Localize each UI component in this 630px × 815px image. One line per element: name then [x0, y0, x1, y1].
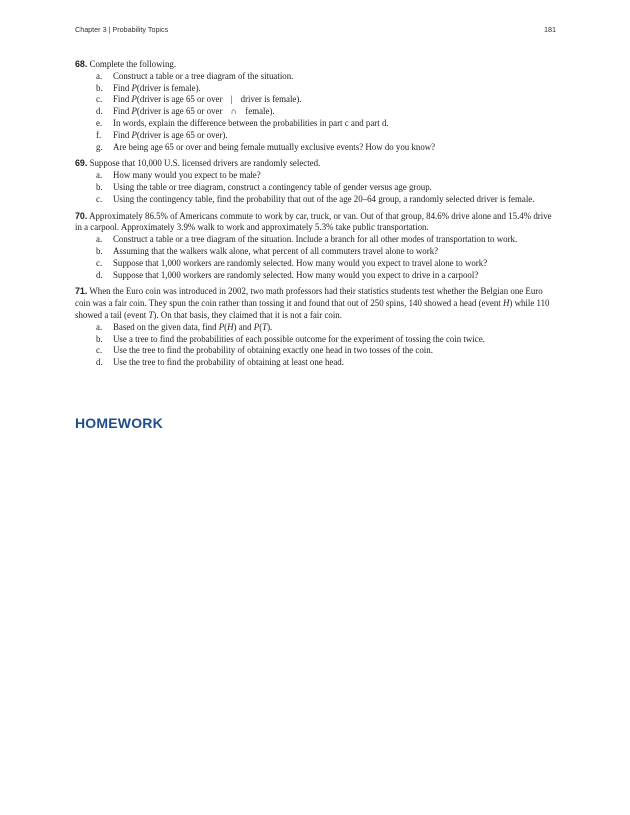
math-variable: P: [131, 106, 137, 117]
text-run: Complete the following.: [89, 59, 177, 69]
sub-question: [96, 234, 556, 246]
text-run: (: [259, 321, 263, 332]
sub-question-letter: a.: [96, 321, 103, 332]
sub-question: [96, 345, 556, 357]
text-run: When the Euro coin was introduced in 2002, two math professors had their statistics students test whether the Belgian one Euro coin was a fair coin. They spun the coin rather than tossing it and found that out of 250 spins, 140 showed a head (event: [75, 286, 543, 309]
exercise-prompt: [75, 211, 556, 235]
text-run: Find: [113, 129, 132, 140]
math-symbol: |: [230, 94, 233, 105]
math-variable: P: [218, 321, 225, 332]
text-run: female).: [243, 106, 275, 117]
sub-question: [96, 321, 556, 334]
text-run: How many would you expect to be male?: [113, 170, 261, 181]
text-run: (: [224, 321, 228, 332]
sub-question: [96, 269, 556, 282]
exercise-number: 68.: [75, 59, 88, 69]
exercise-68: [75, 59, 556, 153]
homework-heading: HOMEWORK: [75, 415, 163, 431]
math-variable: P: [131, 82, 137, 93]
exercise-number: 71.: [75, 286, 88, 297]
text-run: ) while 110 showed a tail (event: [75, 298, 550, 320]
math-variable: H: [227, 321, 234, 332]
sub-question-letter: g.: [96, 141, 103, 152]
math-variable: P: [131, 94, 137, 105]
text-run: Find: [113, 82, 132, 93]
exercise-69: [75, 158, 556, 205]
sub-question: [96, 117, 556, 130]
sub-question: [96, 70, 556, 83]
sub-question: [96, 181, 556, 194]
exercise-prompt: [75, 286, 556, 321]
sub-question-letter: d.: [96, 357, 103, 368]
sub-question-letter: c.: [96, 345, 103, 356]
sub-question: [96, 257, 556, 270]
text-run: Suppose that 10,000 U.S. licensed drivers are randomly selected.: [89, 158, 321, 169]
sub-question: [96, 82, 556, 95]
exercise-number: 69.: [75, 158, 88, 169]
math-variable: T: [148, 309, 154, 320]
math-variable: P: [131, 129, 137, 140]
text-run: Assuming that the walkers walk alone, what percent of all commuters travel alone to work?: [113, 245, 439, 256]
text-run: Use the tree to find the probability of obtaining exactly one head in two tosses of the coin.: [113, 345, 433, 356]
sub-question: [96, 245, 556, 258]
text-run: ) and: [233, 321, 254, 332]
sub-question-letter: d.: [96, 269, 103, 280]
sub-question-list: [75, 322, 556, 369]
exercise-70: [75, 211, 556, 282]
text-run: (driver is age 65 or over: [136, 94, 225, 105]
sub-question-letter: c.: [96, 257, 103, 268]
text-run: Use a tree to find the probabilities of each possible outcome for the experiment of tossing the coin twice.: [113, 333, 485, 344]
exercise-prompt: [75, 158, 556, 170]
exercise-71: [75, 286, 556, 369]
text-run: Based on the given data, find: [113, 321, 219, 332]
sub-question-letter: b.: [96, 245, 103, 256]
page-header: [75, 25, 556, 37]
text-run: Suppose that 1,000 workers are randomly selected. How many would you expect to drive in a carpool?: [113, 269, 479, 280]
math-variable: H: [502, 298, 510, 309]
math-variable: P: [253, 321, 260, 332]
text-run: (driver is age 65 or over).: [136, 129, 228, 140]
text-run: Construct a table or a tree diagram of the situation.: [113, 70, 294, 81]
text-run: driver is female).: [238, 94, 302, 105]
sub-question-letter: f.: [96, 129, 102, 140]
text-run: Find: [113, 94, 132, 105]
text-run: Find: [113, 106, 132, 117]
page-number: 181: [544, 25, 556, 34]
text-run: Use the tree to find the probability of obtaining at least one head.: [113, 357, 344, 368]
sub-question-letter: a.: [96, 234, 103, 245]
sub-question-list: [75, 71, 556, 154]
sub-question: [96, 333, 556, 346]
sub-question-letter: b.: [96, 82, 103, 93]
text-run: Approximately 86.5% of Americans commute to work by car, truck, or van. Out of that group, 84.6% drive alone and 15.4% drive in a carpool. Approximately 3.9% walk to work and approximately 5.3% take public transportation.: [75, 210, 552, 233]
sub-question-letter: b.: [96, 333, 103, 344]
text-run: In words, explain the difference between the probabilities in part c and part d.: [113, 117, 389, 128]
sub-question-letter: c.: [96, 94, 103, 105]
sub-question: [96, 94, 556, 106]
sub-question: [96, 170, 556, 182]
text-run: Using the contingency table, find the probability that out of the age 20–64 group, a randomly selected driver is female.: [113, 193, 535, 204]
text-run: Suppose that 1,000 workers are randomly selected. How many would you expect to travel alone to work?: [113, 257, 488, 268]
sub-question-letter: d.: [96, 106, 103, 117]
sub-question-letter: b.: [96, 181, 103, 192]
exercise-prompt: [75, 59, 556, 71]
text-run: Are being age 65 or over and being female mutually exclusive events? How do you know?: [113, 141, 436, 152]
math-symbol: ∩: [230, 106, 238, 117]
sub-question: [96, 129, 556, 142]
text-run: ).: [267, 321, 273, 332]
exercise-list: [75, 59, 556, 374]
text-run: (driver is female).: [136, 82, 201, 93]
sub-question-letter: a.: [96, 170, 103, 181]
text-run: Construct a table or a tree diagram of the situation. Include a branch for all other modes of transportation to work.: [113, 234, 518, 245]
sub-question: [96, 357, 556, 369]
sub-question-letter: e.: [96, 117, 103, 128]
sub-question-letter: c.: [96, 193, 103, 204]
sub-question-list: [75, 170, 556, 205]
text-run: Using the table or tree diagram, construct a contingency table of gender versus age group.: [113, 181, 432, 192]
chapter-title: Chapter 3 | Probability Topics: [75, 25, 169, 34]
sub-question: [96, 106, 556, 118]
sub-question: [96, 141, 556, 154]
sub-question-list: [75, 234, 556, 281]
text-run: ). On that basis, they claimed that it is not a fair coin.: [153, 309, 342, 320]
exercise-number: 70.: [75, 210, 88, 221]
sub-question: [96, 193, 556, 206]
text-run: (driver is age 65 or over: [136, 106, 225, 117]
math-variable: T: [262, 321, 268, 332]
sub-question-letter: a.: [96, 70, 103, 81]
